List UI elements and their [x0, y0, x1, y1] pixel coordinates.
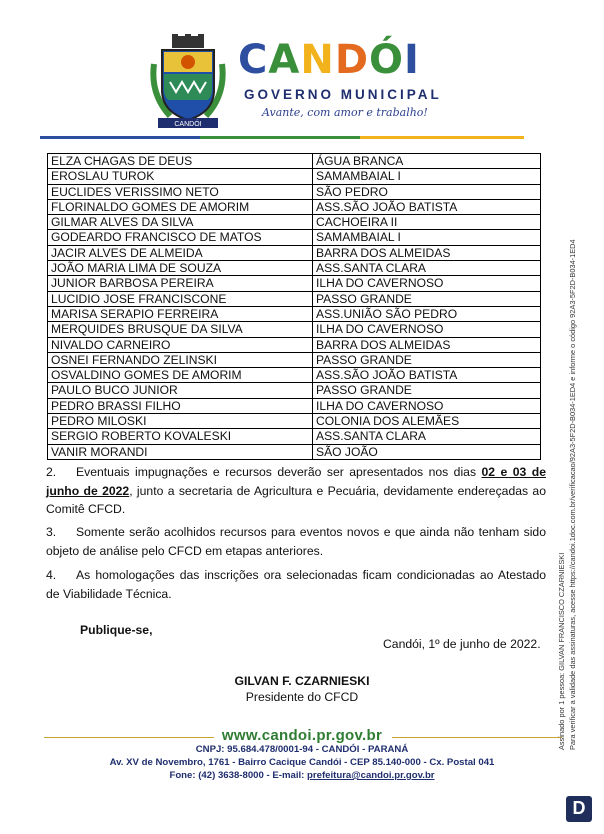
selection-table	[47, 153, 541, 460]
community-name: CACHOEIRA II	[313, 215, 541, 230]
footer-cnpj: CNPJ: 95.684.478/0001-94 - CANDÓI - PARANÁ	[195, 744, 409, 755]
participant-name: LUCIDIO JOSE FRANCISCONE	[48, 291, 313, 306]
participant-name: PEDRO BRASSI FILHO	[48, 398, 313, 413]
table-row	[48, 291, 541, 306]
participant-name: GODEARDO FRANCISCO DE MATOS	[48, 230, 313, 245]
stamp-verification[interactable]: Para verificar a validade das assinaturas, acesse https://candoi.1doc.com.br/verificacao/92A3-5F2D-B034-1ED4 e informe o código 92A3-5F2D-B034-1ED4	[568, 239, 577, 750]
community-name: ASS.SÃO JOÃO BATISTA	[313, 199, 541, 214]
logo-slogan: Avante, com amor e trabalho!	[262, 106, 428, 119]
community-name: BARRA DOS ALMEIDAS	[313, 337, 541, 352]
table-row	[48, 154, 541, 169]
table-row	[48, 383, 541, 398]
participant-name: PAULO BUCO JUNIOR	[48, 383, 313, 398]
participant-name: OSVALDINO GOMES DE AMORIM	[48, 368, 313, 383]
item-3	[46, 523, 546, 560]
letterhead	[0, 0, 604, 140]
table-row	[48, 337, 541, 352]
participant-name: JACIR ALVES DE ALMEIDA	[48, 245, 313, 260]
table-row	[48, 429, 541, 444]
header-stripe	[40, 136, 524, 139]
document-date: Candói, 1º de junho de 2022.	[383, 637, 541, 651]
participant-name: JUNIOR BARBOSA PEREIRA	[48, 276, 313, 291]
participant-name: PEDRO MILOSKI	[48, 414, 313, 429]
table-row	[48, 306, 541, 321]
participant-name: FLORINALDO GOMES DE AMORIM	[48, 199, 313, 214]
stamp-signer: Assinado por 1 pessoa: GILVAN FRANCISCO CZARNIESKI	[557, 552, 566, 750]
footer-website-link[interactable]: www.candoi.pr.gov.br	[221, 727, 383, 744]
signature-stamp	[556, 230, 596, 750]
item-number: 2.	[46, 465, 57, 479]
participant-name: MERQUIDES BRUSQUE DA SILVA	[48, 322, 313, 337]
table-row	[48, 444, 541, 459]
item-dates: 02 e 03 de junho de 2022	[46, 465, 546, 498]
1doc-badge-icon	[566, 796, 592, 822]
logo-letter: I	[404, 37, 420, 83]
table-row	[48, 261, 541, 276]
logo-letter: D	[334, 37, 370, 83]
item-text: Eventuais impugnações e recursos deverão ser apresentados nos dias	[76, 465, 482, 479]
signer-name: GILVAN F. CZARNIESKI	[234, 674, 370, 688]
community-name: PASSO GRANDE	[313, 291, 541, 306]
community-name: SAMAMBAIAL I	[313, 169, 541, 184]
logo-wordmark	[238, 38, 420, 82]
badge-letter: D	[572, 798, 586, 818]
table-row	[48, 352, 541, 367]
participant-name: EUCLIDES VERISSIMO NETO	[48, 184, 313, 199]
table-row	[48, 184, 541, 199]
community-name: ÁGUA BRANCA	[313, 154, 541, 169]
table-row	[48, 276, 541, 291]
logo-letter: A	[268, 37, 301, 83]
logo-letter: Ó	[369, 37, 405, 83]
community-name: ILHA DO CAVERNOSO	[313, 398, 541, 413]
item-2	[46, 463, 546, 519]
community-name: ILHA DO CAVERNOSO	[313, 322, 541, 337]
community-name: SAMAMBAIAL I	[313, 230, 541, 245]
logo-letter: N	[300, 37, 335, 83]
logo-subtitle: GOVERNO MUNICIPAL	[244, 87, 442, 102]
item-4	[46, 566, 546, 603]
table-row	[48, 245, 541, 260]
participant-name: MARISA SERAPIO FERREIRA	[48, 306, 313, 321]
community-name: COLONIA DOS ALEMÃES	[313, 414, 541, 429]
participant-name: JOÃO MARIA LIMA DE SOUZA	[48, 261, 313, 276]
community-name: PASSO GRANDE	[313, 383, 541, 398]
table-row	[48, 414, 541, 429]
community-name: ILHA DO CAVERNOSO	[313, 276, 541, 291]
participant-name: EROSLAU TUROK	[48, 169, 313, 184]
crest-label: CANDÓI	[174, 121, 202, 128]
signer-role: Presidente do CFCD	[245, 690, 359, 704]
table-row	[48, 199, 541, 214]
table-row	[48, 215, 541, 230]
item-text: , junto a secretaria de Agricultura e Pecuária, devidamente endereçadas ao Comitê CFCD.	[46, 483, 546, 517]
participant-name: ELZA CHAGAS DE DEUS	[48, 154, 313, 169]
community-name: ASS.SANTA CLARA	[313, 261, 541, 276]
participant-name: OSNEI FERNANDO ZELINSKI	[48, 352, 313, 367]
item-number: 3.	[46, 525, 57, 539]
community-name: PASSO GRANDE	[313, 352, 541, 367]
community-name: ASS.UNIÃO SÃO PEDRO	[313, 306, 541, 321]
community-name: BARRA DOS ALMEIDAS	[313, 245, 541, 260]
participant-name: VANIR MORANDI	[48, 444, 313, 459]
item-text: As homologações das inscrições ora selecionadas ficam condicionadas ao Atestado de Viabilidade Técnica.	[46, 568, 546, 601]
community-name: ASS.SÃO JOÃO BATISTA	[313, 368, 541, 383]
community-name: ASS.SANTA CLARA	[313, 429, 541, 444]
table-row	[48, 322, 541, 337]
table-row	[48, 169, 541, 184]
participant-name: NIVALDO CARNEIRO	[48, 337, 313, 352]
community-name: SÃO JOÃO	[313, 444, 541, 459]
item-text: Somente serão acolhidos recursos para eventos novos e que ainda não tenham sido objeto de análise pelo CFCD em etapas anteriores.	[46, 525, 546, 558]
footer-address: Av. XV de Novembro, 1761 - Bairro Cacique Candói - CEP 85.140-000 - Cx. Postal 041	[109, 757, 495, 768]
participant-name: SERGIO ROBERTO KOVALESKI	[48, 429, 313, 444]
table-row	[48, 368, 541, 383]
participant-name: GILMAR ALVES DA SILVA	[48, 215, 313, 230]
item-number: 4.	[46, 568, 57, 582]
municipal-crest-icon	[148, 34, 228, 130]
community-name: SÃO PEDRO	[313, 184, 541, 199]
footer-email-link[interactable]: prefeitura@candoi.pr.gov.br	[307, 770, 435, 781]
publique-se: Publique-se,	[80, 623, 153, 637]
logo-letter: C	[238, 37, 269, 83]
table-row	[48, 230, 541, 245]
footer-phone: Fone: (42) 3638-8000 - E-mail:	[169, 770, 308, 781]
table-row	[48, 398, 541, 413]
footer-contact	[0, 770, 604, 781]
